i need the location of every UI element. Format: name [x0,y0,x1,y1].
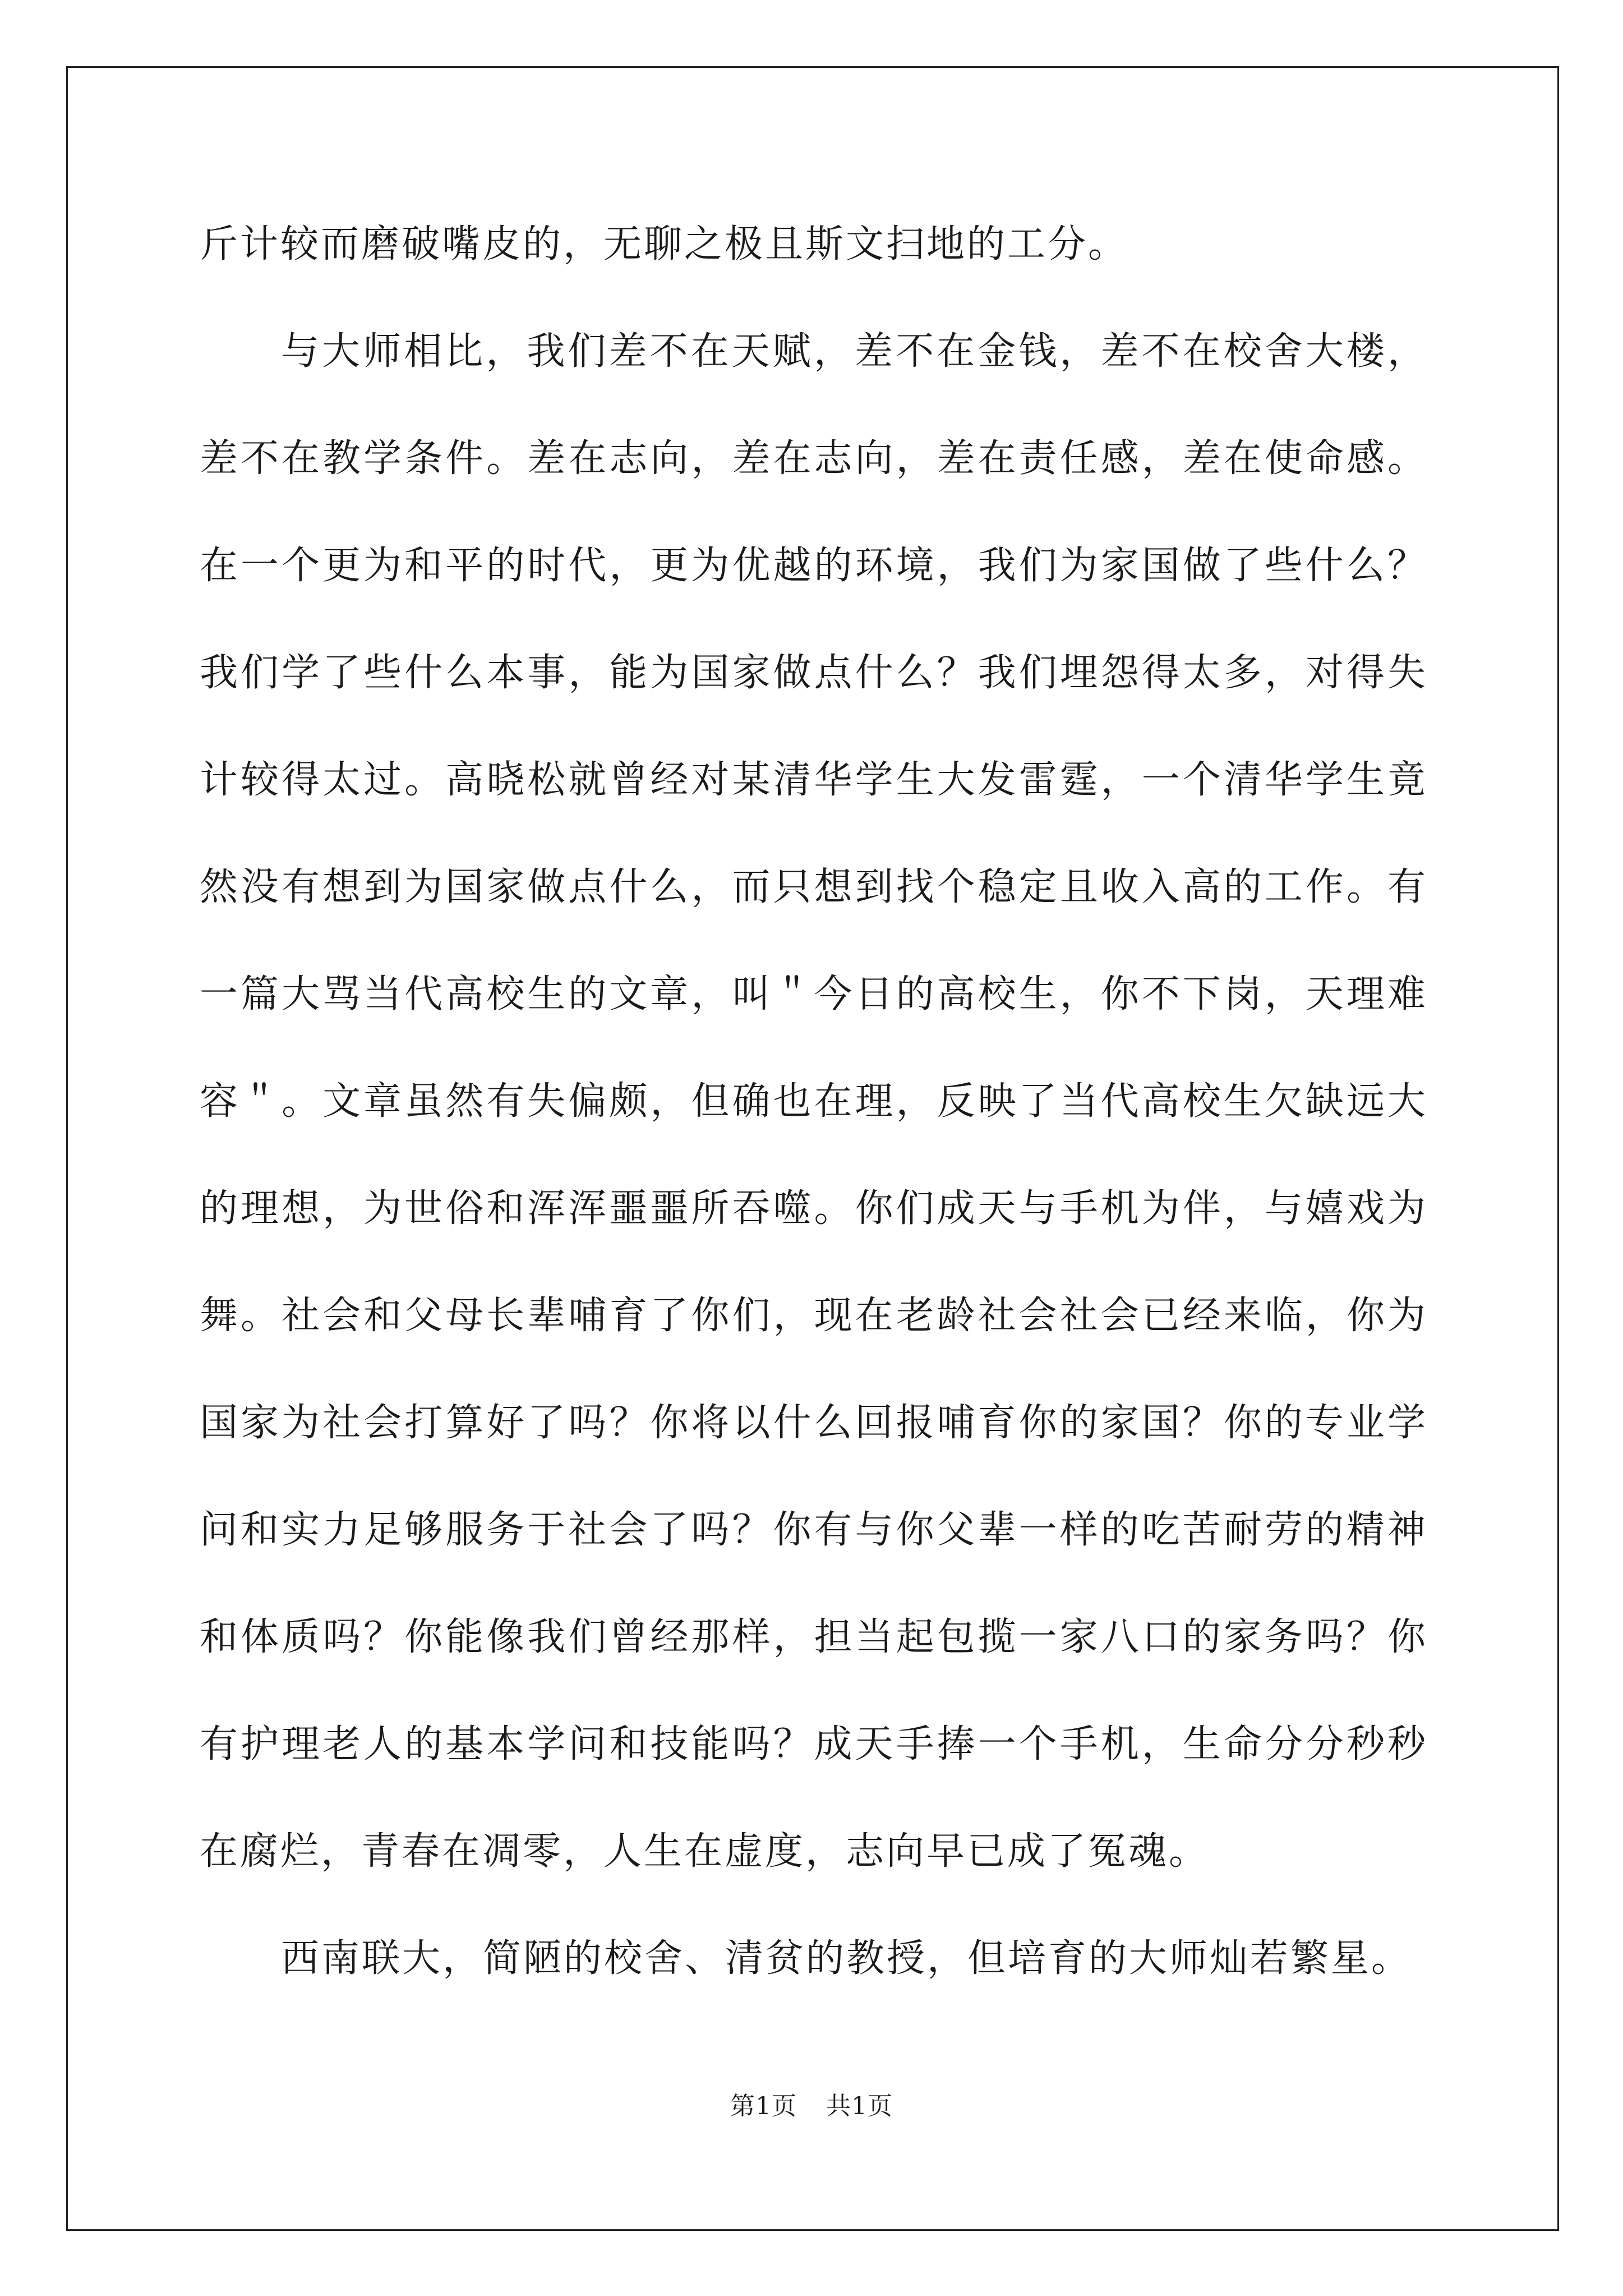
page-number: 第1页 [730,2092,797,2120]
page-footer [0,2086,1623,2122]
paragraph-main: 与大师相比，我们差不在天赋，差不在金钱，差不在校舍大楼，差不在教学条件。差在志向，差在志向，差在责任感，差在使命感。在一个更为和平的时代，更为优越的环境，我们为家国做了些什么？我们学了些什么本事，能为国家做点什么？我们埋怨得太多，对得失计较得太过。高晓松就曾经对某清华学生大发雷霆，一个清华学生竟然没有想到为国家做点什么，而只想到找个稳定且收入高的工作。有一篇大骂当代高校生的文章，叫＂今日的高校生，你不下岗，天理难容＂。文章虽然有失偏颇，但确也在理，反映了当代高校生欠缺远大的理想，为世俗和浑浑噩噩所吞噬。你们成天与手机为伴，与嬉戏为舞。社会和父母长辈哺育了你们，现在老龄社会社会已经来临，你为国家为社会打算好了吗？你将以什么回报哺育你的家国？你的专业学问和实力足够服务于社会了吗？你有与你父辈一样的吃苦耐劳的精神和体质吗？你能像我们曾经那样，担当起包揽一家八口的家务吗？你有护理老人的基本学问和技能吗？成天手捧一个手机，生命分分秒秒在腐烂，青春在凋零，人生在虚度，志向早已成了冤魂。 [200,329,1428,1874]
paragraph-last: 西南联大，简陋的校舍、清贫的教授，但培育的大师灿若繁星。 [281,1936,1412,1981]
paragraph-continued: 斤计较而磨破嘴皮的，无聊之极且斯文扫地的工分。 [200,222,1129,266]
document-body [200,191,1428,2012]
page-total: 共1页 [826,2092,893,2120]
